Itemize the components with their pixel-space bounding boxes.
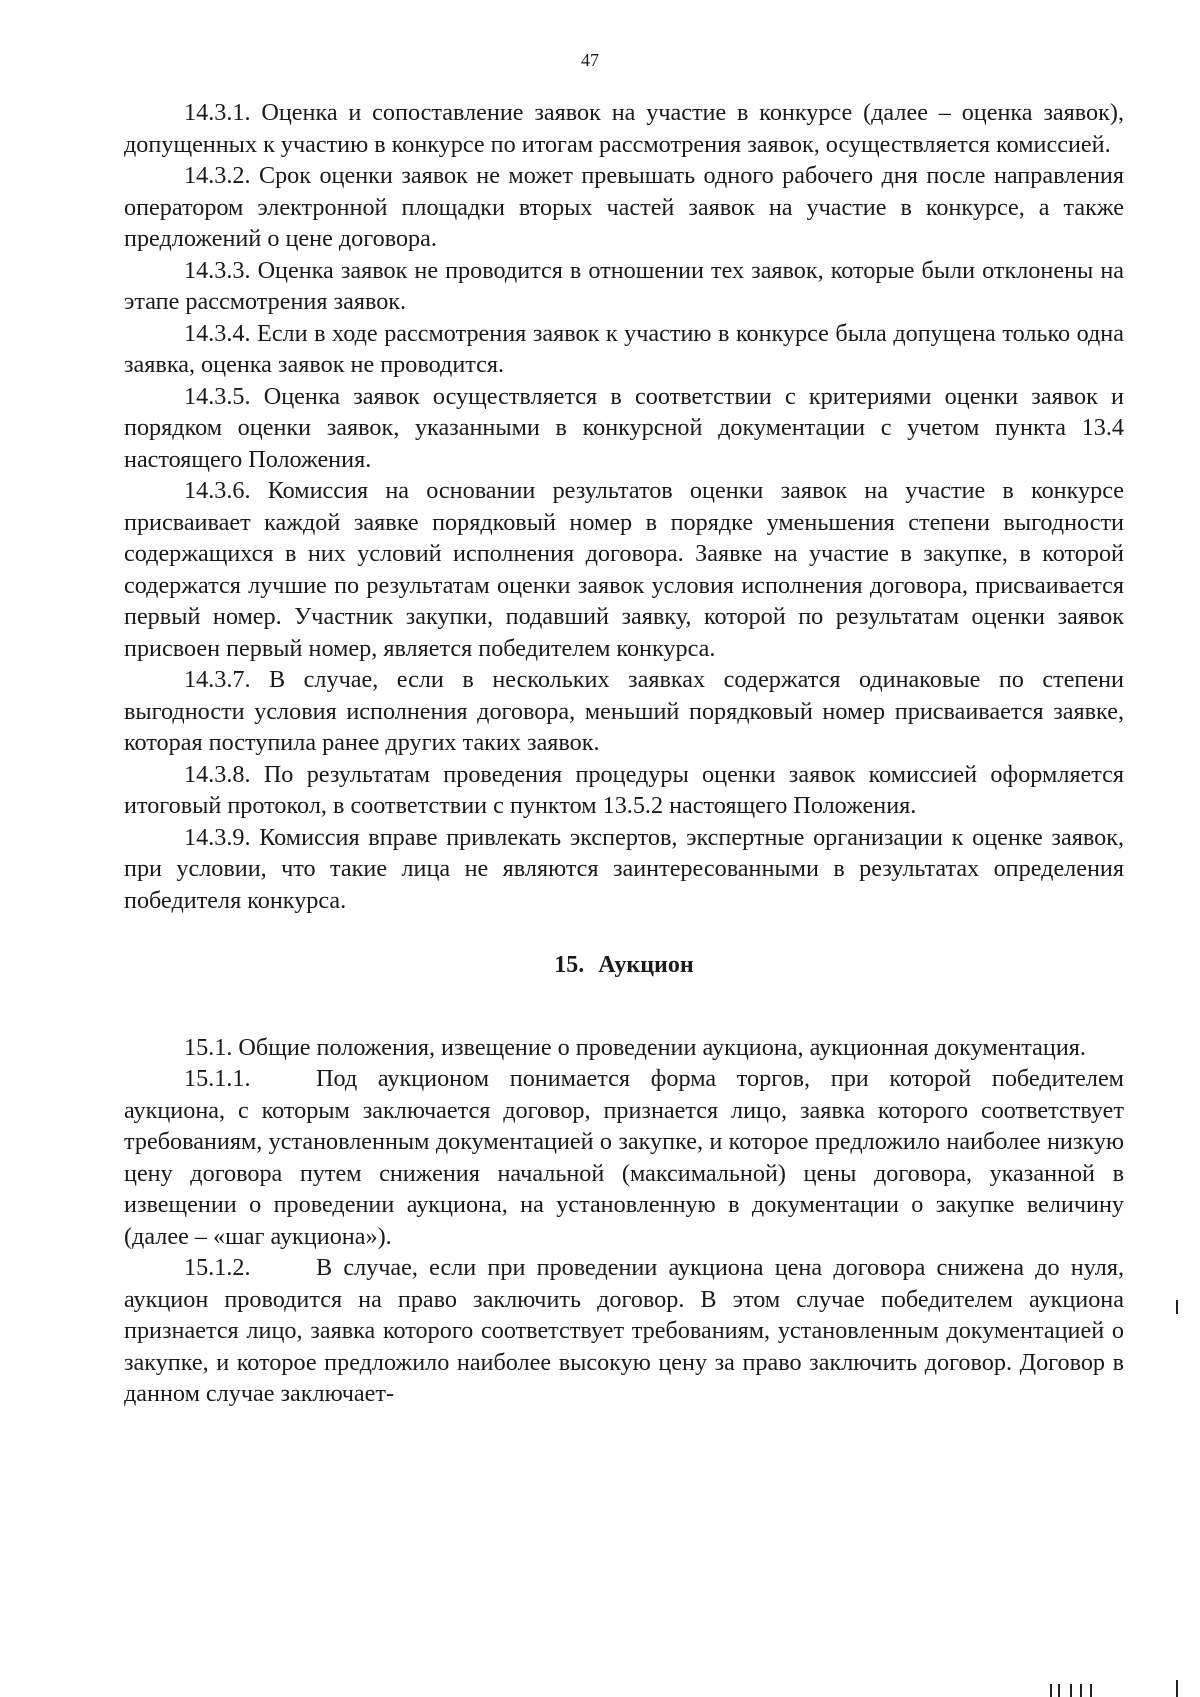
paragraph-15-1: 15.1. Общие положения, извещение о проведении аукциона, аукционная документация. [184,1033,1086,1061]
paragraph-text: Под аукционом понимается форма торгов, при которой победителем аукциона, с которым заключается договор, признается лицо, заявка которого соответствует требованиям, установленным документацией о закупке, и которое предложило наиболее низкую цену договора путем снижения начальной (максимальной) цены договора, указанной в извещении о проведении аукциона, на установленную в документации о закупке величину (далее – «шаг аукциона»). [124,1065,1124,1250]
scan-artifact [1050,1684,1052,1697]
section-title: Аукцион [598,952,694,978]
paragraph-15-1-1 [124,1063,1124,1252]
paragraph-number: 15.1.2. [184,1254,251,1281]
paragraph-14-3-4: 14.3.4. Если в ходе рассмотрения заявок к участию в конкурсе была допущена только одна заявка, оценка заявок не проводится. [124,319,1124,378]
scan-artifact [1058,1684,1060,1697]
paragraph-14-3-5: 14.3.5. Оценка заявок осуществляется в соответствии с критериями оценки заявок и порядком оценки заявок, указанными в конкурсной документации с учетом пункта 13.4 настоящего Положения. [124,382,1124,473]
page-number: 47 [581,50,599,70]
paragraph-14-3-3: 14.3.3. Оценка заявок не проводится в отношении тех заявок, которые были отклонены на этапе рассмотрения заявок. [124,256,1124,315]
scan-artifact [1080,1684,1082,1697]
paragraph-14-3-7: 14.3.7. В случае, если в нескольких заявках содержатся одинаковые по степени выгодности условия исполнения договора, меньший порядковый номер присваивается заявке, которая поступила ранее других таких заявок. [124,666,1124,756]
scan-artifact [1176,1300,1178,1314]
scan-artifact [1176,1680,1178,1697]
section-number: 15. [554,952,585,978]
scan-artifact [1090,1684,1092,1697]
paragraph-15-1-2 [124,1252,1124,1410]
paragraph-14-3-2: 14.3.2. Срок оценки заявок не может превышать одного рабочего дня после направления оператором электронной площадки вторых частей заявок на участие в конкурсе, а также предложений о цене договора. [124,162,1124,252]
paragraph-number: 15.1.1. [184,1065,251,1092]
paragraph-14-3-8: 14.3.8. По результатам проведения процедуры оценки заявок комиссией оформляется итоговый протокол, в соответствии с пунктом 13.5.2 настоящего Положения. [124,760,1124,819]
paragraph-14-3-1: 14.3.1. Оценка и сопоставление заявок на участие в конкурсе (далее – оценка заявок), допущенных к участию в конкурсе по итогам рассмотрения заявок, осуществляется комиссией. [124,99,1124,158]
paragraph-text: В случае, если при проведении аукциона цена договора снижена до нуля, аукцион проводится на право заключить договор. В этом случае победителем аукциона признается лицо, заявка которого соответствует требованиям, установленным документацией о закупке, и которое предложило наиболее высокую цену за право заключить договор. Договор в данном случае заключает- [124,1254,1124,1407]
paragraph-14-3-9: 14.3.9. Комиссия вправе привлекать экспертов, экспертные организации к оценке заявок, при условии, что такие лица не являются заинтересованными в результатах определения победителя конкурса. [124,823,1124,914]
document-body [124,97,1124,1410]
section-heading [124,950,1124,982]
paragraph-14-3-6: 14.3.6. Комиссия на основании результатов оценки заявок на участие в конкурсе присваивает каждой заявке порядковый номер в порядке уменьшения степени выгодности содержащихся в них условий исполнения договора. Заявке на участие в закупке, в которой содержатся лучшие по результатам оценки заявок условия исполнения договора, присваивается первый номер. Участник закупки, подавший заявку, которой по результатам оценки заявок присвоен первый номер, является победителем конкурса. [124,477,1124,662]
scan-artifact [1070,1684,1072,1697]
